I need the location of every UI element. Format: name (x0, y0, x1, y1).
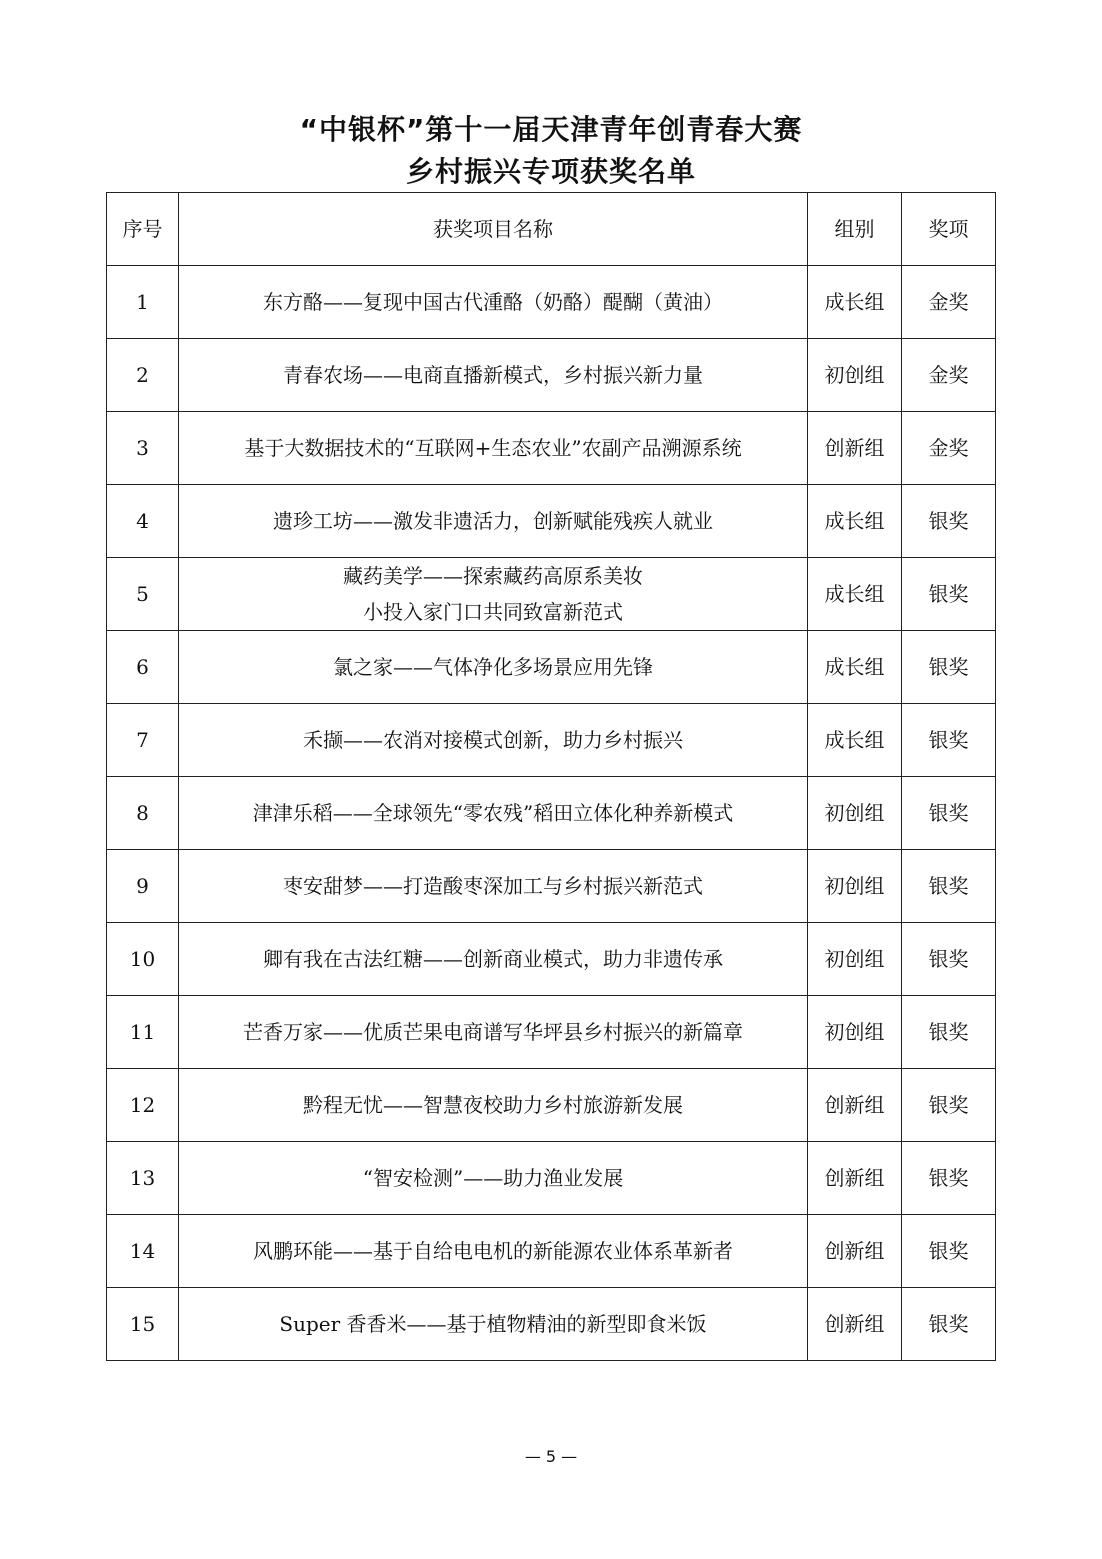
awards-table (106, 192, 996, 1361)
cell-award: 银奖 (902, 777, 996, 850)
project-name-line: 东方酪——复现中国古代湩酪（奶酪）醍醐（黄油） (263, 290, 723, 314)
project-name-line: 黔程无忧——智慧夜校助力乡村旅游新发展 (303, 1093, 683, 1117)
project-name-line: “智安检测”——助力渔业发展 (362, 1166, 624, 1190)
cell-group: 创新组 (808, 412, 902, 485)
cell-no: 2 (107, 339, 179, 412)
cell-no: 9 (107, 850, 179, 923)
cell-project-name (179, 1142, 808, 1215)
project-name-line: 小投入家门口共同致富新范式 (363, 600, 623, 624)
cell-group: 创新组 (808, 1142, 902, 1215)
cell-no: 14 (107, 1215, 179, 1288)
cell-group: 初创组 (808, 850, 902, 923)
cell-group: 成长组 (808, 631, 902, 704)
cell-award: 金奖 (902, 339, 996, 412)
cell-project-name (179, 850, 808, 923)
table-row (107, 996, 996, 1069)
project-name-line: 青春农场——电商直播新模式，乡村振兴新力量 (283, 363, 703, 387)
cell-group: 初创组 (808, 996, 902, 1069)
table-row (107, 485, 996, 558)
table-row (107, 704, 996, 777)
project-name-line: 津津乐稻——全球领先“零农残”稻田立体化种养新模式 (252, 801, 734, 825)
project-name-line: 禾撷——农消对接模式创新，助力乡村振兴 (303, 728, 683, 752)
cell-no: 15 (107, 1288, 179, 1361)
cell-project-name (179, 777, 808, 850)
cell-award: 银奖 (902, 850, 996, 923)
cell-project-name (179, 1288, 808, 1361)
cell-award: 银奖 (902, 923, 996, 996)
cell-group: 创新组 (808, 1215, 902, 1288)
table-row (107, 266, 996, 339)
cell-project-name (179, 923, 808, 996)
cell-award: 银奖 (902, 1288, 996, 1361)
cell-award: 银奖 (902, 1142, 996, 1215)
table-row (107, 850, 996, 923)
cell-project-name (179, 266, 808, 339)
cell-no: 6 (107, 631, 179, 704)
cell-no: 5 (107, 558, 179, 631)
cell-award: 银奖 (902, 631, 996, 704)
project-name-line: 遗珍工坊——激发非遗活力，创新赋能残疾人就业 (273, 509, 713, 533)
cell-award: 银奖 (902, 1215, 996, 1288)
cell-no: 1 (107, 266, 179, 339)
cell-award: 银奖 (902, 996, 996, 1069)
cell-award: 金奖 (902, 266, 996, 339)
table-row (107, 558, 996, 631)
cell-group: 初创组 (808, 339, 902, 412)
cell-no: 10 (107, 923, 179, 996)
cell-project-name (179, 1069, 808, 1142)
cell-project-name (179, 485, 808, 558)
cell-no: 3 (107, 412, 179, 485)
table-body (107, 266, 996, 1361)
table-row (107, 923, 996, 996)
cell-award: 银奖 (902, 558, 996, 631)
cell-no: 7 (107, 704, 179, 777)
table-row (107, 1288, 996, 1361)
table-row (107, 631, 996, 704)
header-group: 组别 (808, 193, 902, 266)
header-no: 序号 (107, 193, 179, 266)
cell-group: 初创组 (808, 777, 902, 850)
cell-award: 银奖 (902, 1069, 996, 1142)
cell-group: 成长组 (808, 558, 902, 631)
cell-no: 8 (107, 777, 179, 850)
project-name-line: 枣安甜梦——打造酸枣深加工与乡村振兴新范式 (283, 874, 703, 898)
cell-project-name (179, 412, 808, 485)
cell-group: 初创组 (808, 923, 902, 996)
table-row (107, 777, 996, 850)
table-row (107, 412, 996, 485)
project-name-line: 芒香万家——优质芒果电商谱写华坪县乡村振兴的新篇章 (243, 1020, 743, 1044)
header-award: 奖项 (902, 193, 996, 266)
cell-project-name (179, 631, 808, 704)
cell-project-name (179, 704, 808, 777)
cell-award: 银奖 (902, 704, 996, 777)
cell-project-name (179, 558, 808, 631)
table-row (107, 339, 996, 412)
cell-group: 成长组 (808, 704, 902, 777)
table-row (107, 1069, 996, 1142)
cell-group: 成长组 (808, 266, 902, 339)
table-header-row (107, 193, 996, 266)
header-project-name: 获奖项目名称 (179, 193, 808, 266)
project-name-line: 风鹏环能——基于自给电电机的新能源农业体系革新者 (253, 1239, 733, 1263)
cell-award: 银奖 (902, 485, 996, 558)
document-subtitle: 乡村振兴专项获奖名单 (405, 155, 696, 188)
project-name-line: Super 香香米——基于植物精油的新型即食米饭 (279, 1312, 707, 1336)
table-row (107, 1215, 996, 1288)
cell-no: 12 (107, 1069, 179, 1142)
cell-no: 11 (107, 996, 179, 1069)
cell-project-name (179, 996, 808, 1069)
cell-group: 创新组 (808, 1069, 902, 1142)
document-title: “中银杯”第十一届天津青年创青春大赛 (299, 113, 803, 146)
project-name-line: 卿有我在古法红糖——创新商业模式，助力非遗传承 (263, 947, 723, 971)
cell-no: 4 (107, 485, 179, 558)
cell-project-name (179, 339, 808, 412)
cell-group: 创新组 (808, 1288, 902, 1361)
cell-no: 13 (107, 1142, 179, 1215)
project-name-line: 基于大数据技术的“互联网+生态农业”农副产品溯源系统 (244, 436, 742, 460)
table-row (107, 1142, 996, 1215)
project-name-line: 氯之家——气体净化多场景应用先锋 (333, 655, 653, 679)
project-name-line: 藏药美学——探索藏药高原系美妆 (343, 564, 643, 588)
cell-group: 成长组 (808, 485, 902, 558)
cell-project-name (179, 1215, 808, 1288)
page-number: — 5 — (524, 1447, 578, 1466)
cell-award: 金奖 (902, 412, 996, 485)
